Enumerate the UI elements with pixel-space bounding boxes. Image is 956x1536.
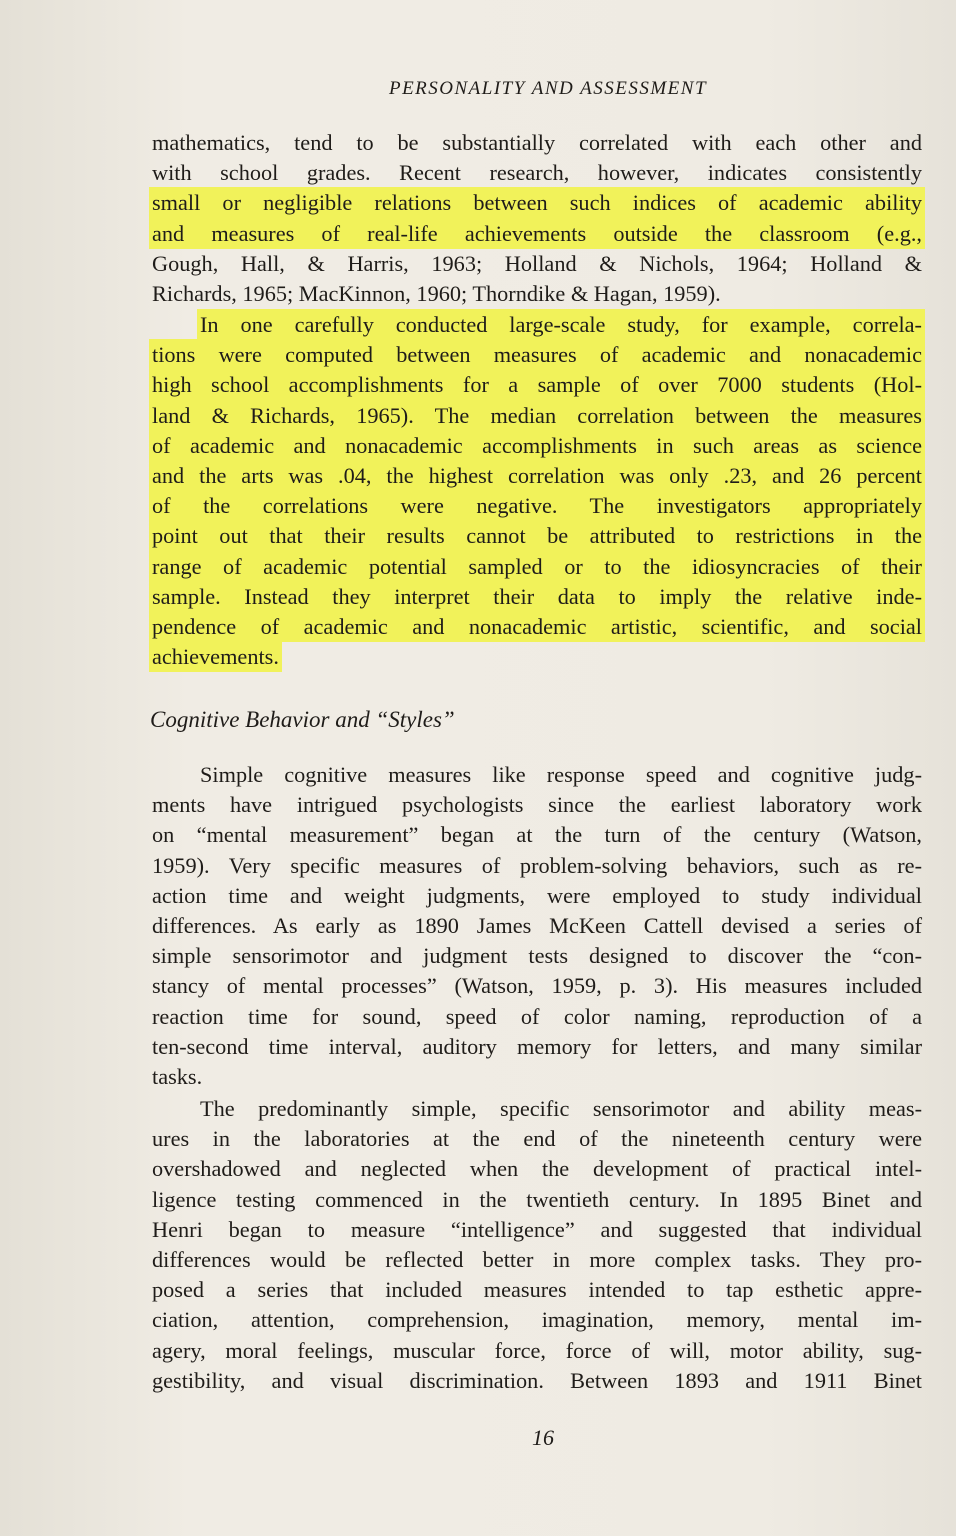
highlighted-text: of academic and nonacademic accomplishments in such areas as science	[152, 432, 922, 458]
text-line	[152, 612, 922, 642]
paragraph-2	[152, 310, 922, 672]
text-line: gestibility, and visual discrimination. Between 1893 and 1911 Binet	[152, 1367, 922, 1393]
text-line: ciation, attention, comprehension, imagination, memory, mental im-	[152, 1307, 922, 1333]
highlighted-text: achievements.	[152, 644, 279, 670]
paragraph-3	[152, 760, 922, 1092]
highlighted-text: sample. Instead they interpret their data to imply the relative inde-	[152, 583, 922, 609]
section-heading: Cognitive Behavior and “Styles”	[150, 707, 455, 732]
running-head: PERSONALITY AND ASSESSMENT	[388, 78, 708, 99]
highlighted-text: In one carefully conducted large-scale study, for example, correla-	[200, 312, 922, 337]
highlighted-text: range of academic potential sampled or to the idiosyncracies of their	[152, 553, 922, 579]
text-line	[152, 310, 922, 340]
highlighted-text: high school accomplishments for a sample of over 7000 students (Hol-	[152, 372, 922, 398]
text-line	[152, 582, 922, 612]
page-number: 16	[532, 1425, 554, 1450]
text-line	[152, 461, 922, 491]
text-line	[152, 188, 922, 218]
highlighted-text: of the correlations were negative. The investigators appropriately	[152, 493, 922, 519]
text-line	[152, 431, 922, 461]
highlighted-text: pendence of academic and nonacademic artistic, scientific, and social	[152, 614, 922, 640]
text-line: mathematics, tend to be substantially correlated with each other and	[152, 130, 922, 155]
text-line: differences. As early as 1890 James McKeen Cattell devised a series of	[152, 913, 922, 939]
text-line: Henri began to measure “intelligence” and suggested that individual	[152, 1216, 922, 1242]
text-line: Gough, Hall, & Harris, 1963; Holland & Nichols, 1964; Holland &	[152, 250, 922, 276]
text-line	[152, 552, 922, 582]
text-line: ures in the laboratories at the end of the nineteenth century were	[152, 1126, 922, 1152]
highlighted-text: small or negligible relations between such indices of academic ability	[152, 190, 922, 216]
highlighted-text: and measures of real-life achievements outside the classroom (e.g.,	[152, 220, 922, 246]
text-line	[152, 642, 922, 672]
paragraph-4	[152, 1094, 922, 1396]
text-line: ments have intrigued psychologists since the earliest laboratory work	[152, 792, 922, 818]
text-line: action time and weight judgments, were employed to study individual	[152, 882, 922, 908]
highlighted-text: land & Richards, 1965). The median correlation between the measures	[152, 402, 922, 428]
text-line: ten-second time interval, auditory memory for letters, and many similar	[152, 1033, 922, 1059]
paragraph-1	[152, 128, 922, 309]
text-line: Richards, 1965; MacKinnon, 1960; Thorndike & Hagan, 1959).	[152, 281, 721, 307]
text-line	[152, 370, 922, 400]
text-line: agery, moral feelings, muscular force, force of will, motor ability, sug-	[152, 1337, 922, 1363]
text-line: 1959). Very specific measures of problem-solving behaviors, such as re-	[152, 852, 922, 878]
text-line	[152, 219, 922, 249]
text-line: posed a series that included measures intended to tap esthetic appre-	[152, 1277, 922, 1303]
text-line	[152, 340, 922, 370]
text-line: stancy of mental processes” (Watson, 1959, p. 3). His measures included	[152, 973, 922, 999]
highlighted-text: point out that their results cannot be attributed to restrictions in the	[152, 523, 922, 549]
text-line: tasks.	[152, 1064, 203, 1090]
highlighted-text: and the arts was .04, the highest correlation was only .23, and 26 percent	[152, 463, 922, 489]
text-line: reaction time for sound, speed of color naming, reproduction of a	[152, 1003, 922, 1029]
text-line: Simple cognitive measures like response speed and cognitive judg-	[200, 762, 922, 787]
text-line: The predominantly simple, specific sensorimotor and ability meas-	[200, 1096, 922, 1121]
text-line	[152, 491, 922, 521]
text-line: ligence testing commenced in the twentieth century. In 1895 Binet and	[152, 1186, 922, 1212]
text-line: overshadowed and neglected when the development of practical intel-	[152, 1156, 922, 1182]
text-line	[152, 401, 922, 431]
text-line: on “mental measurement” began at the turn of the century (Watson,	[152, 822, 922, 848]
text-line: simple sensorimotor and judgment tests designed to discover the “con-	[152, 943, 922, 969]
highlighted-text: tions were computed between measures of academic and nonacademic	[152, 342, 922, 368]
text-line: differences would be reflected better in more complex tasks. They pro-	[152, 1247, 922, 1273]
text-line	[152, 521, 922, 551]
text-line: with school grades. Recent research, however, indicates consistently	[152, 160, 922, 186]
